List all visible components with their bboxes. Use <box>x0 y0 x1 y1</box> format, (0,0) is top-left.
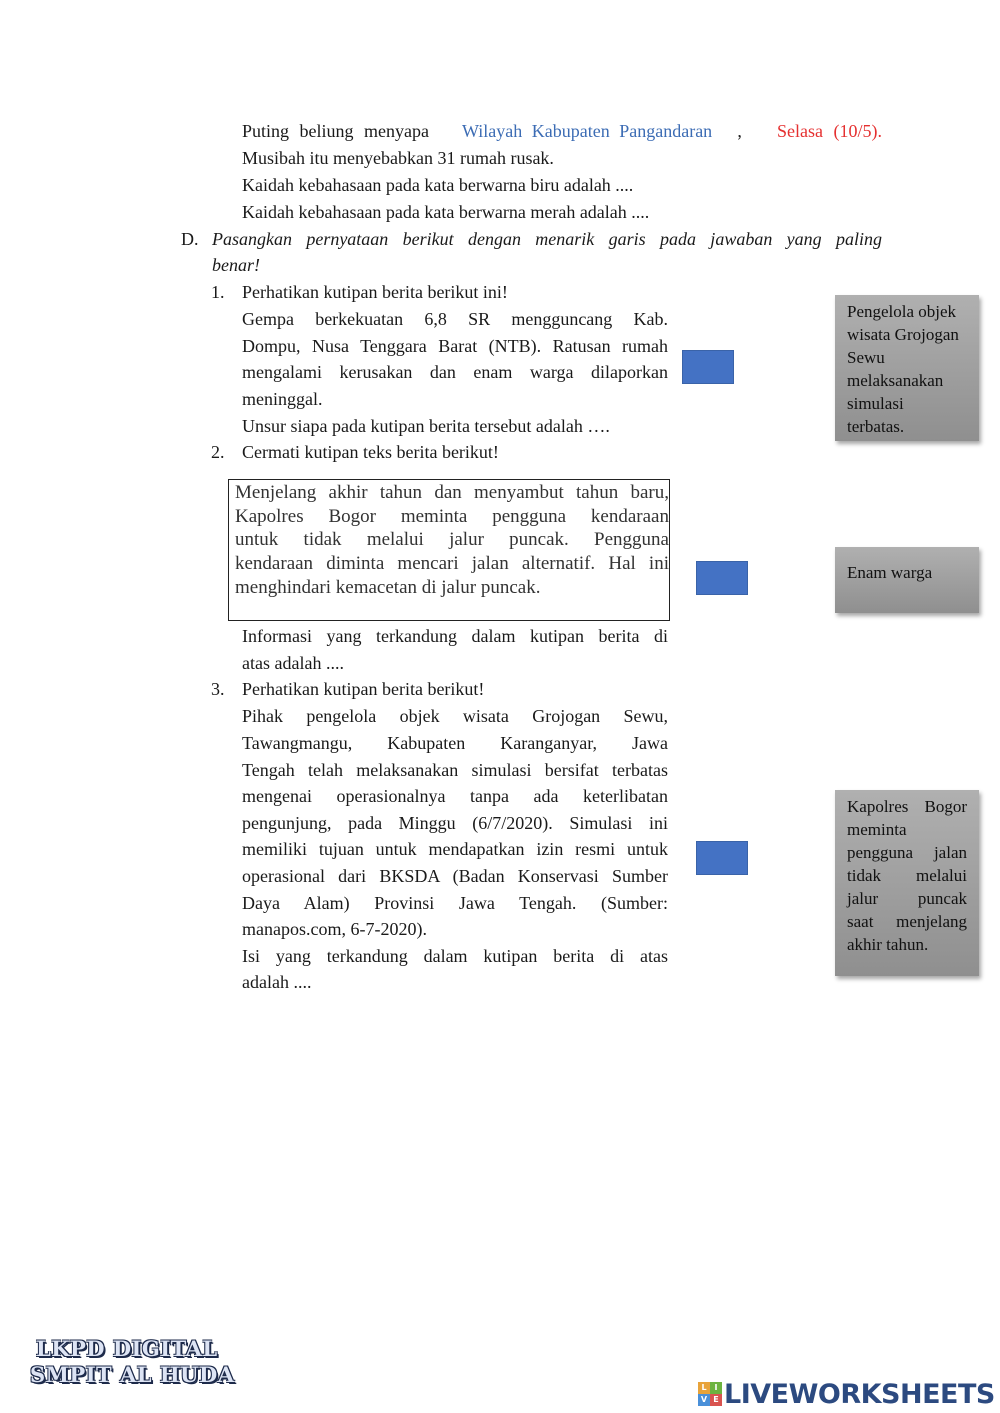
q2-question-line: Informasi yang terkandung dalam kutipan berita di <box>242 626 668 646</box>
q1-question: Unsur siapa pada kutipan berita tersebut adalah …. <box>242 416 610 436</box>
q2-quote-line: Kapolres Bogor meminta pengguna kendaraan <box>235 506 669 527</box>
q2-quote-line: Menjelang akhir tahun dan menyambut tahun baru, <box>235 482 669 503</box>
q2-quote-line: menghindari kemacetan di jalur puncak. <box>235 577 541 598</box>
q2-prompt: Cermati kutipan teks berita berikut! <box>242 442 499 462</box>
answer-1-line: melaksanakan <box>847 371 944 390</box>
answer-2-line: Enam warga <box>847 563 933 582</box>
q3-body-line: Tengah telah melaksanakan simulasi bersifat terbatas <box>242 760 668 780</box>
brand-line-1: LKPD DIGITAL <box>36 1336 218 1361</box>
q1-number: 1. <box>211 282 225 302</box>
red-phrase: Selasa (10/5). <box>777 121 882 141</box>
q2-quote-line: untuk tidak melalui jalur puncak. Pengguna <box>235 529 669 550</box>
q1-body-line: mengalami kerusakan dan enam warga dilaporkan <box>242 362 668 382</box>
q2-quote-line: kendaraan diminta mencari jalan alternatif. Hal ini <box>235 553 669 574</box>
q3-body-line: memiliki tujuan untuk mendapatkan izin resmi untuk <box>242 839 668 859</box>
q1-body-line: Dompu, Nusa Tenggara Barat (NTB). Ratusan rumah <box>242 336 668 356</box>
liveworksheets-logo[interactable] <box>698 1378 995 1410</box>
q3-body-line: Daya Alam) Provinsi Jawa Tengah. (Sumber: <box>242 893 668 913</box>
intro-line-1-rest <box>462 118 882 144</box>
liveworksheets-text: LIVEWORKSHEETS <box>724 1378 995 1410</box>
answer-3-line: jalur puncak <box>847 889 967 908</box>
answer-card-2[interactable] <box>835 547 979 613</box>
answer-1-line: terbatas. <box>847 417 905 436</box>
logo-tile: V <box>698 1394 710 1406</box>
answer-1-line: Sewu <box>847 348 885 367</box>
logo-tile: E <box>710 1394 722 1406</box>
q3-number: 3. <box>211 679 225 699</box>
answer-3-line: saat menjelang <box>847 912 967 931</box>
q3-body-line: mengenai operasionalnya tanpa ada keterlibatan <box>242 786 668 806</box>
answer-card-3[interactable] <box>835 790 979 976</box>
comma: , <box>737 121 742 141</box>
blue-phrase: Wilayah Kabupaten Pangandaran <box>462 121 713 141</box>
logo-tile: L <box>698 1382 710 1394</box>
answer-1-line: simulasi <box>847 394 904 413</box>
q3-question-line: adalah .... <box>242 972 312 992</box>
q1-body-line: meninggal. <box>242 389 323 409</box>
q3-prompt: Perhatikan kutipan berita berikut! <box>242 679 485 699</box>
answer-3-line: Kapolres Bogor <box>847 797 967 816</box>
answer-1-line: Pengelola objek <box>847 302 957 321</box>
q2-quote-box <box>228 479 670 621</box>
q2-question-line: atas adalah .... <box>242 653 344 673</box>
intro-line-4: Kaidah kebahasaan pada kata berwarna merah adalah .... <box>242 202 650 222</box>
q3-question-line: Isi yang terkandung dalam kutipan berita di atas <box>242 946 668 966</box>
intro-line-1 <box>242 118 882 144</box>
q3-body-line: Tawangmangu, Kabupaten Karanganyar, Jawa <box>242 733 668 753</box>
intro-line-2: Musibah itu menyebabkan 31 rumah rusak. <box>242 148 554 168</box>
q2-number: 2. <box>211 442 225 462</box>
brand-line-2: SMPIT AL HUDA <box>30 1362 235 1387</box>
q1-prompt: Perhatikan kutipan berita berikut ini! <box>242 282 508 302</box>
section-d-letter: D. <box>181 229 199 249</box>
section-d-instruction-2: benar! <box>212 255 260 275</box>
answer-3-line: pengguna jalan <box>847 843 967 862</box>
q3-body-line: manapos.com, 6-7-2020). <box>242 919 427 939</box>
q1-body-line: Gempa berkekuatan 6,8 SR mengguncang Kab. <box>242 309 668 329</box>
answer-3-line: tidak melalui <box>847 866 967 885</box>
q2-match-target[interactable] <box>696 561 748 595</box>
answer-1-line: wisata Grojogan <box>847 325 959 344</box>
intro-pre-text: Puting beliung menyapa <box>242 121 429 141</box>
logo-tile: I <box>710 1382 722 1394</box>
intro-line-3: Kaidah kebahasaan pada kata berwarna biru adalah .... <box>242 175 634 195</box>
liveworksheets-icon <box>698 1382 722 1406</box>
intro-line-1-pre <box>242 118 452 144</box>
q3-match-target[interactable] <box>696 841 748 875</box>
q3-body-line: operasional dari BKSDA (Badan Konservasi Sumber <box>242 866 668 886</box>
answer-3-line: akhir tahun. <box>847 935 929 954</box>
answer-3-line: meminta <box>847 820 907 839</box>
q1-match-target[interactable] <box>682 350 734 384</box>
answer-card-1[interactable] <box>835 295 979 441</box>
section-d-instruction-1: Pasangkan pernyataan berikut dengan menarik garis pada jawaban yang paling <box>212 229 882 249</box>
q3-body-line: pengunjung, pada Minggu (6/7/2020). Simulasi ini <box>242 813 668 833</box>
q3-body-line: Pihak pengelola objek wisata Grojogan Sewu, <box>242 706 668 726</box>
